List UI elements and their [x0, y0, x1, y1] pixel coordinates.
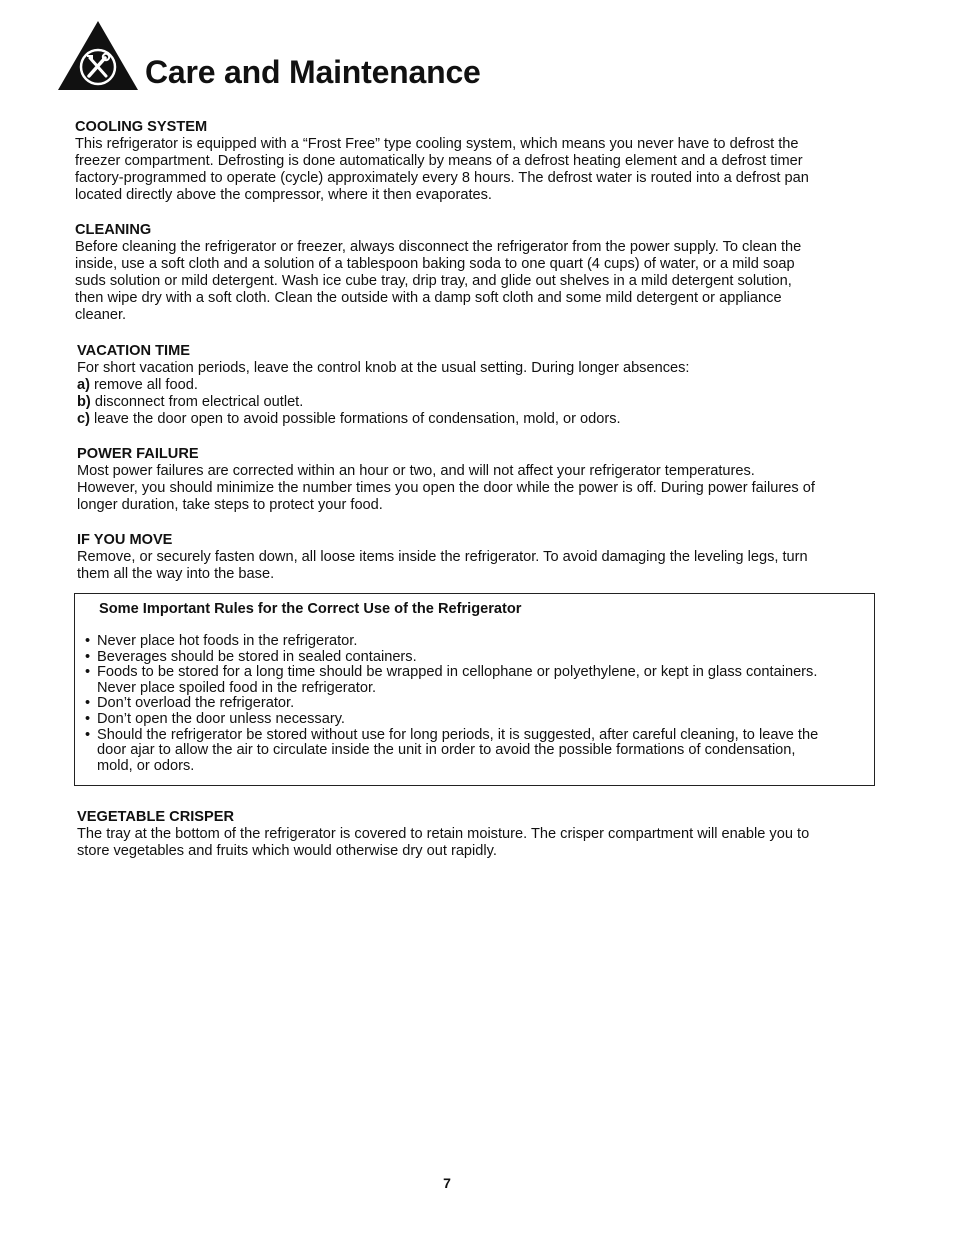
section-body	[77, 360, 877, 428]
body-line: them all the way into the base.	[77, 566, 275, 582]
body-line: located directly above the compressor, where it then evaporates.	[75, 187, 492, 203]
section-heading: IF YOU MOVE	[77, 532, 173, 548]
body-line: inside, use a soft cloth and a solution of a tablespoon baking soda to one quart (4 cups) of water, or a mild soap	[75, 256, 795, 272]
bullet: •	[85, 710, 91, 727]
body-line: cleaner.	[75, 307, 127, 323]
body-line: Most power failures are corrected within an hour or two, and will not affect your refrigerator temperatures.	[77, 463, 755, 479]
item-text: disconnect from electrical outlet.	[90, 394, 304, 410]
list-item	[85, 650, 875, 666]
section-heading: VACATION TIME	[77, 343, 190, 359]
item-text: mold, or odors.	[97, 757, 195, 774]
body-line: However, you should minimize the number times you open the door while the power is off. During power failures of	[77, 480, 815, 496]
item-text: Never place spoiled food in the refrigerator.	[97, 679, 377, 696]
page-number: 7	[443, 1175, 451, 1191]
tools-warning-icon	[57, 20, 139, 92]
body-line: suds solution or mild detergent. Wash ice cube tray, drip tray, and glide out shelves in a mild detergent solution,	[75, 273, 792, 289]
item-text: Beverages should be stored in sealed containers.	[97, 648, 417, 665]
important-rules-box	[74, 593, 875, 786]
section-body	[77, 463, 877, 514]
bullet: •	[85, 695, 91, 712]
list-item	[85, 665, 875, 696]
body-line: store vegetables and fruits which would otherwise dry out rapidly.	[77, 843, 497, 859]
rules-title: Some Important Rules for the Correct Use of the Refrigerator	[99, 601, 522, 617]
section-body	[77, 826, 877, 860]
section-vacation-time	[77, 343, 877, 428]
item-text: Foods to be stored for a long time should be wrapped in cellophane or polyethylene, or kept in glass containers.	[97, 664, 818, 681]
section-body	[75, 136, 875, 204]
rules-list	[85, 634, 875, 774]
item-text: Don’t overload the refrigerator.	[97, 695, 295, 712]
bullet: •	[85, 648, 91, 665]
bullet: •	[85, 726, 91, 743]
item-label: b)	[77, 394, 91, 410]
body-line: freezer compartment. Defrosting is done automatically by means of a defrost heating element and a defrost timer	[75, 153, 803, 169]
section-if-you-move	[77, 532, 877, 583]
body-line: factory-programmed to operate (cycle) approximately every 8 hours. The defrost water is routed into a defrost pan	[75, 170, 809, 186]
item-label: a)	[77, 377, 90, 393]
page-title: Care and Maintenance	[145, 54, 481, 90]
list-item	[77, 377, 877, 394]
bullet: •	[85, 664, 91, 681]
section-cleaning	[75, 222, 875, 324]
list-item	[85, 634, 875, 650]
list-item	[77, 394, 877, 411]
section-heading: VEGETABLE CRISPER	[77, 809, 235, 825]
body-line: For short vacation periods, leave the control knob at the usual setting. During longer absences:	[77, 360, 690, 376]
section-vegetable-crisper	[77, 809, 877, 860]
body-line: This refrigerator is equipped with a “Frost Free” type cooling system, which means you never have to defrost the	[75, 136, 799, 152]
body-line: longer duration, take steps to protect your food.	[77, 497, 383, 513]
section-body	[77, 549, 877, 583]
body-line: The tray at the bottom of the refrigerator is covered to retain moisture. The crisper compartment will enable you to	[77, 826, 810, 842]
section-heading: CLEANING	[75, 222, 152, 238]
list-item	[85, 712, 875, 728]
list-item	[85, 728, 875, 775]
section-heading: COOLING SYSTEM	[75, 119, 208, 135]
section-power-failure	[77, 446, 877, 514]
list-item	[85, 696, 875, 712]
item-label: c)	[77, 411, 90, 427]
item-text: remove all food.	[89, 377, 198, 393]
item-text: Don’t open the door unless necessary.	[97, 710, 345, 727]
section-cooling-system	[75, 119, 875, 204]
body-line: Remove, or securely fasten down, all loose items inside the refrigerator. To avoid damaging the leveling legs, turn	[77, 549, 808, 565]
body-line: then wipe dry with a soft cloth. Clean the outside with a damp soft cloth and some mild detergent or appliance	[75, 290, 782, 306]
item-text: Should the refrigerator be stored without use for long periods, it is suggested, after careful cleaning, to leave the	[97, 726, 819, 743]
item-text: Never place hot foods in the refrigerator.	[97, 633, 358, 649]
section-heading: POWER FAILURE	[77, 446, 199, 462]
body-line: Before cleaning the refrigerator or freezer, always disconnect the refrigerator from the power supply. To clean the	[75, 239, 802, 255]
item-text: door ajar to allow the air to circulate inside the unit in order to avoid the possible formations of condensation,	[97, 742, 796, 759]
list-item	[77, 411, 877, 428]
item-text: leave the door open to avoid possible formations of condensation, mold, or odors.	[89, 411, 621, 427]
section-body	[75, 239, 875, 324]
bullet: •	[85, 633, 91, 649]
